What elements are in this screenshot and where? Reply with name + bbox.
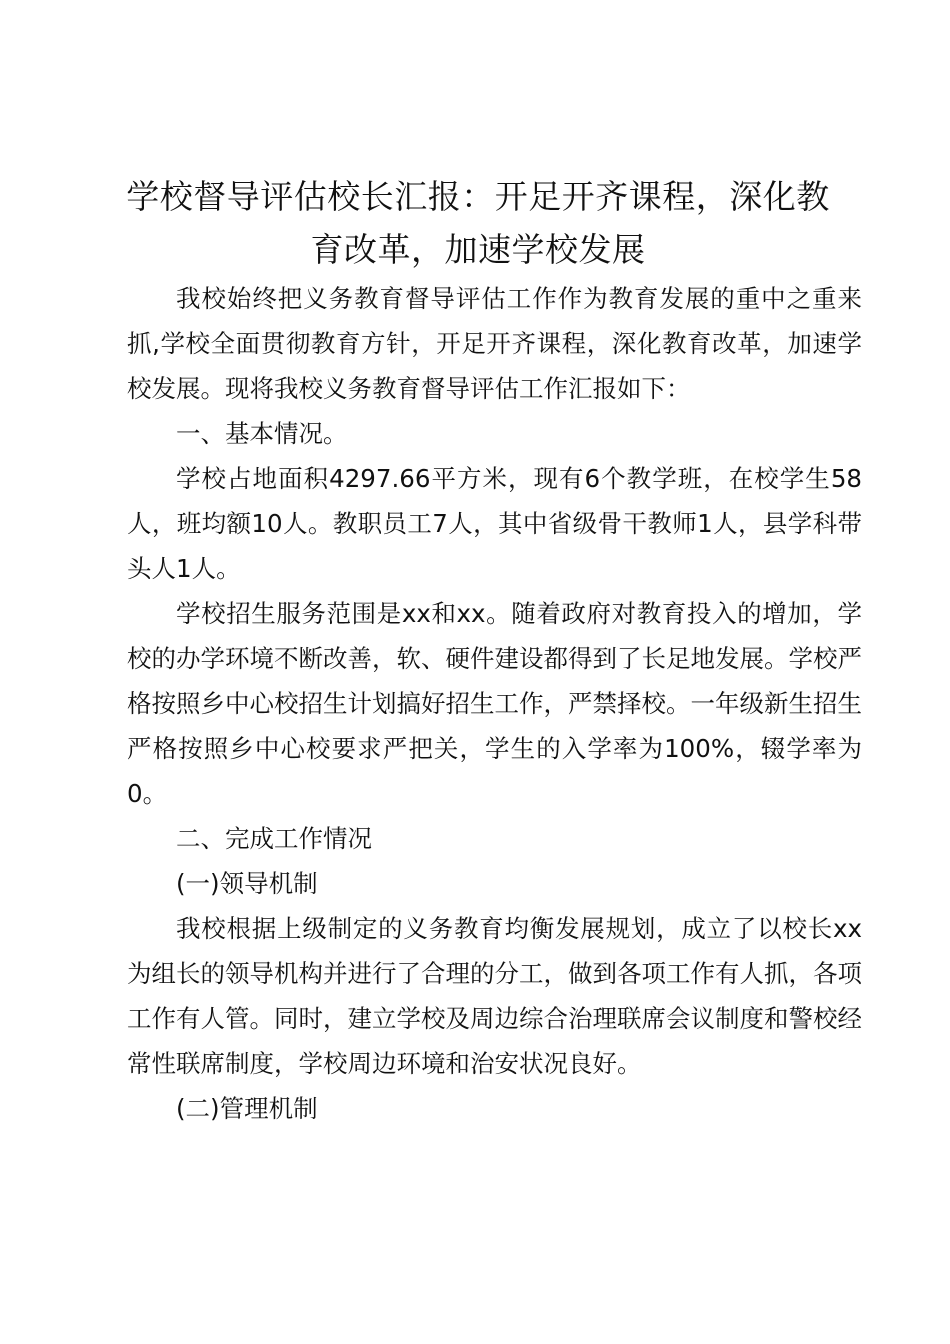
section-heading-basic-info: 一、基本情况。 <box>176 419 348 448</box>
basic-info-paragraph-1: 学校占地面积4297.66平方米，现有6个教学班，在校学生58人，班均额10人。教职员工7人，其中省级骨干教师1人，县学科带头人1人。 <box>127 464 862 583</box>
subsection-heading-leadership: (一)领导机制 <box>176 869 318 898</box>
subsection-heading-management: (二)管理机制 <box>176 1094 318 1123</box>
leadership-paragraph: 我校根据上级制定的义务教育均衡发展规划，成立了以校长xx为组长的领导机构并进行了合理的分工，做到各项工作有人抓，各项工作有人管。同时，建立学校及周边综合治理联席会议制度和警校经常性联席制度，学校周边环境和治安状况良好。 <box>127 914 862 1078</box>
intro-paragraph: 我校始终把义务教育督导评估工作作为教育发展的重中之重来抓,学校全面贯彻教育方针，开足开齐课程，深化教育改革，加速学校发展。现将我校义务教育督导评估工作汇报如下： <box>127 284 862 403</box>
document-title: 学校督导评估校长汇报：开足开齐课程，深化教育改革，加速学校发展 <box>126 177 830 269</box>
section-heading-work-completed: 二、完成工作情况 <box>176 824 372 853</box>
document-body <box>127 276 862 1131</box>
basic-info-paragraph-2: 学校招生服务范围是xx和xx。随着政府对教育投入的增加，学校的办学环境不断改善，软、硬件建设都得到了长足地发展。学校严格按照乡中心校招生计划搞好招生工作，严禁择校。一年级新生招生严格按照乡中心校要求严把关，学生的入学率为100%，辍学率为0。 <box>127 599 862 808</box>
